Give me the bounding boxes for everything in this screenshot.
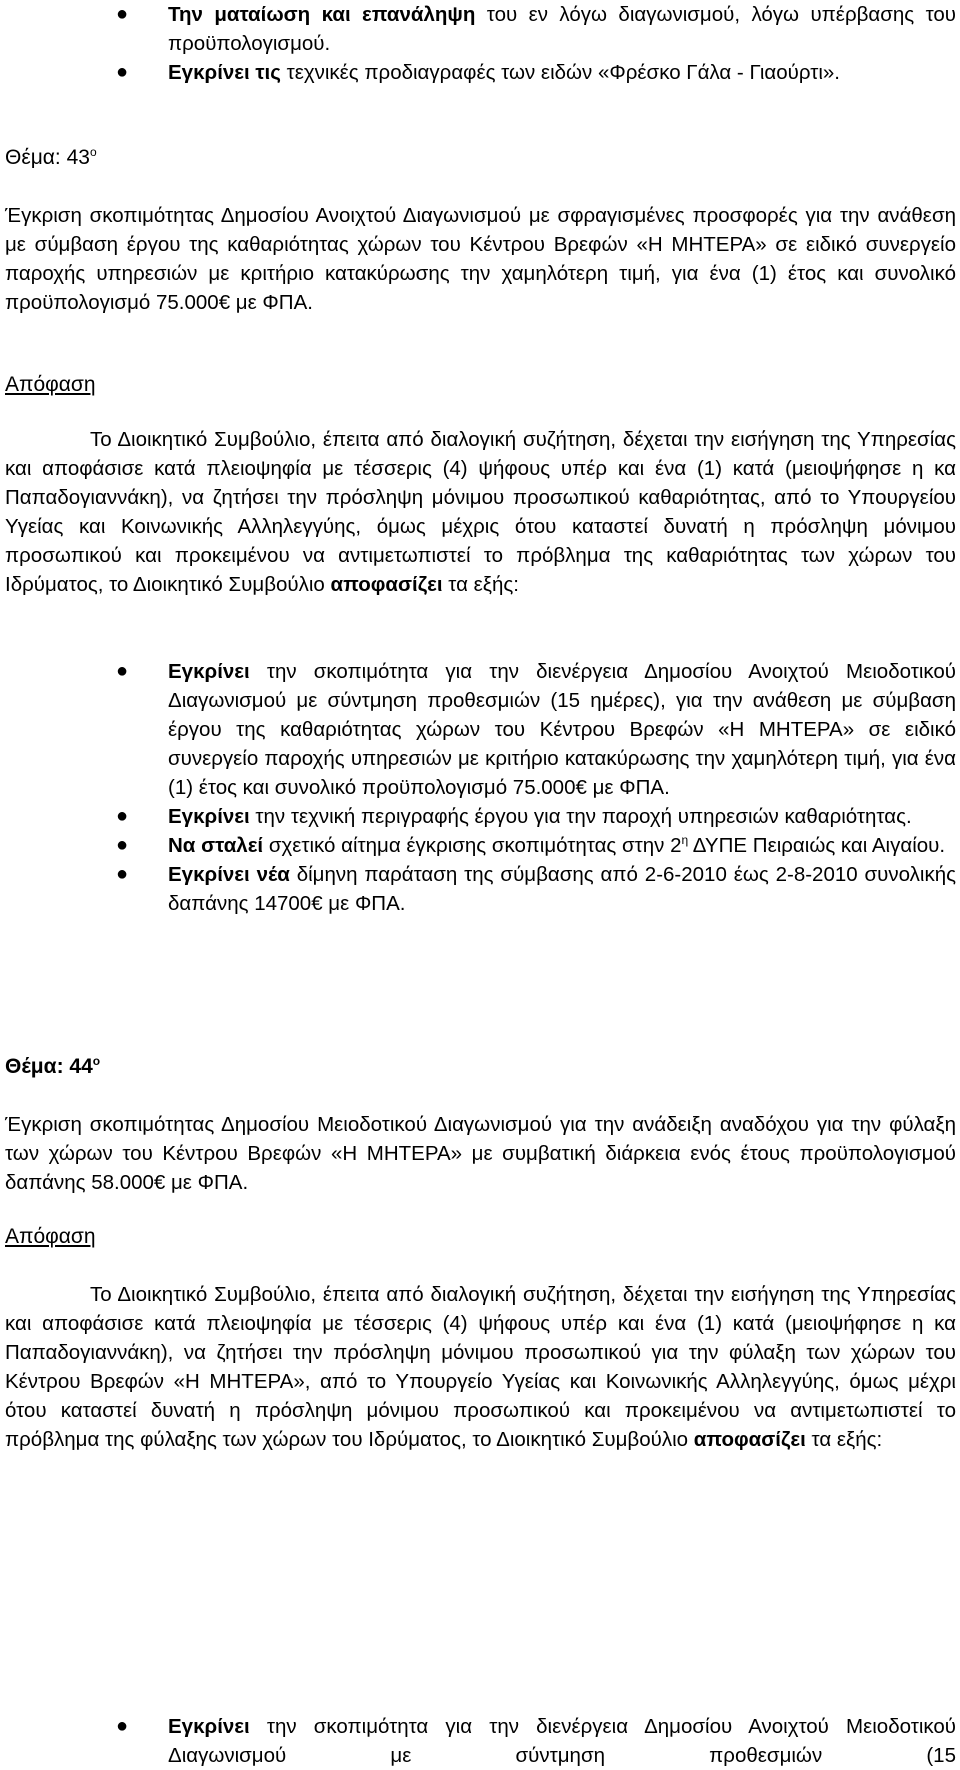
list-item [0, 0, 960, 58]
list-item [0, 657, 960, 802]
item-text: την σκοπιμότητα για την διενέργεια Δημοσίου Ανοιχτού Μειοδοτικού Διαγωνισμού με σύντμηση προθεσμιών (15 ημέρες), για την ανάθεση με σύμβαση έργου της καθαριότητας χώρων του Κέντρου Βρεφών «Η ΜΗΤΕΡΑ» σε ειδικό συνεργείο παροχής υπηρεσιών με κριτήριο κατακύρωσης την χαμηλότερη τιμή, για ένα (1) έτος και συνολικό προϋπολογισμό 75.000€ με ΦΠΑ. [168, 660, 956, 799]
bullet-icon: ● [116, 1715, 129, 1737]
topic-heading-text: Θέμα: 44 [5, 1055, 93, 1078]
topic-heading [0, 143, 960, 172]
decision-paragraph [0, 425, 960, 599]
item-text: του εν λόγω διαγωνισμού, λόγω υπέρβασης του προϋπολογισμού. [168, 3, 956, 55]
bold-phrase: Εγκρίνει τις [168, 61, 281, 84]
topic-43-description-block [0, 201, 960, 317]
ordinal-sup: ο [92, 1054, 101, 1068]
decision-bold: αποφασίζει [330, 573, 443, 596]
bullet-icon: ● [116, 660, 129, 682]
item-text: την σκοπιμότητα για την διενέργεια Δημοσίου Ανοιχτού Μειοδοτικού Διαγωνισμού με σύντμηση προθεσμιών (15 [168, 1715, 956, 1767]
topic-43-heading-block [0, 143, 960, 172]
decision-paragraph [0, 1280, 960, 1454]
bold-phrase: Να σταλεί [168, 834, 264, 857]
topic-43-bullet-list [0, 657, 960, 918]
bold-phrase: Εγκρίνει [168, 1715, 250, 1738]
bold-phrase: Εγκρίνει [168, 805, 250, 828]
ordinal-sup: ο [89, 145, 97, 159]
item-text: την τεχνική περιγραφής έργου για την παροχή υπηρεσιών καθαριότητας. [249, 805, 912, 828]
topic-44-decision-label-block [0, 1222, 960, 1251]
decision-label: Απόφαση [5, 1225, 96, 1248]
item-text: τεχνικές προδιαγραφές των ειδών «Φρέσκο Γάλα - Γιαούρτι». [280, 61, 840, 84]
item-tail: ΔΥΠΕ Πειραιώς και Αιγαίου. [688, 834, 946, 857]
topic-43-decision-block [0, 425, 960, 599]
decision-text: Το Διοικητικό Συμβούλιο, έπειτα από διαλογική συζήτηση, δέχεται την εισήγηση της Υπηρεσίας και αποφάσισε κατά πλειοψηφία με τέσσερις (4) ψήφους υπέρ και ένα (1) κατά (μειοψήφησε η κα Παπαδογιαννάκη), να ζητήσει την πρόσληψη μόνιμου προσωπικού για την φύλαξη των χώρων του Κέντρου Βρεφών «Η ΜΗΤΕΡΑ», από το Υπουργείο Υγείας και Κοινωνικής Αλληλεγγύης, όμως μέχρι ότου καταστεί δυνατή η πρόσληψη μόνιμου προσωπικού και προκειμένου να αντιμετωπιστεί το πρόβλημα της φύλαξης των χώρων του Ιδρύματος, το Διοικητικό Συμβούλιο [5, 1283, 956, 1451]
list-item [0, 831, 960, 860]
bullet-icon: ● [116, 61, 129, 83]
topic-44-bullet-list [0, 1712, 960, 1770]
item-text: σχετικό αίτημα έγκρισης σκοπιμότητας στην 2 [263, 834, 682, 857]
topic-44-heading-block [0, 1052, 960, 1081]
list-item [0, 58, 960, 87]
bold-phrase: Την ματαίωση και επανάληψη [168, 3, 476, 26]
bullet-icon: ● [116, 863, 129, 885]
list-item [0, 802, 960, 831]
ordinal-sup: η [681, 833, 689, 848]
list-item [0, 1712, 960, 1770]
decision-bold: αποφασίζει [693, 1428, 806, 1451]
topic-heading [0, 1052, 960, 1081]
decision-label: Απόφαση [5, 373, 96, 396]
topic-44-description-block [0, 1110, 960, 1197]
bold-phrase: Εγκρίνει [168, 660, 250, 683]
bullet-icon: ● [116, 3, 129, 25]
topic-description: Έγκριση σκοπιμότητας Δημοσίου Ανοιχτού Διαγωνισμού με σφραγισμένες προσφορές για την ανάθεση με σύμβαση έργου της καθαριότητας χώρων του Κέντρου Βρεφών «Η ΜΗΤΕΡΑ» σε ειδικό συνεργείο παροχής υπηρεσιών με κριτήριο κατακύρωσης την χαμηλότερη τιμή, για ένα (1) έτος και συνολικό προϋπολογισμό 75.000€ με ΦΠΑ. [5, 204, 956, 314]
topic-description: Έγκριση σκοπιμότητας Δημοσίου Μειοδοτικού Διαγωνισμού για την ανάδειξη αναδόχου για την φύλαξη των χώρων του Κέντρου Βρεφών «Η ΜΗΤΕΡΑ» με συμβατική διάρκεια ενός έτους προϋπολογισμού δαπάνης 58.000€ με ΦΠΑ. [5, 1113, 956, 1194]
topic-43-decision-label-block [0, 370, 960, 399]
decision-text: Το Διοικητικό Συμβούλιο, έπειτα από διαλογική συζήτηση, δέχεται την εισήγηση της Υπηρεσίας και αποφάσισε κατά πλειοψηφία με τέσσερις (4) ψήφους υπέρ και ένα (1) κατά (μειοψήφησε η κα Παπαδογιαννάκη), να ζητήσει την πρόσληψη μόνιμου προσωπικού καθαριότητας, από το Υπουργείου Υγείας και Κοινωνικής Αλληλεγγύης, όμως μέχρις ότου καταστεί δυνατή η πρόσληψη μόνιμου προσωπικού και προκειμένου να αντιμετωπιστεί το πρόβλημα της καθαριότητας των χώρων του Ιδρύματος, το Διοικητικό Συμβούλιο [5, 428, 956, 596]
decision-tail: τα εξής: [442, 573, 519, 596]
bullet-icon: ● [116, 805, 129, 827]
list-item [0, 860, 960, 918]
bullet-icon: ● [116, 834, 129, 856]
item-text: δίμηνη παράταση της σύμβασης από 2-6-2010 έως 2-8-2010 συνολικής δαπάνης 14700€ με ΦΠΑ. [168, 863, 956, 915]
decision-tail: τα εξής: [805, 1428, 883, 1451]
bold-phrase: Εγκρίνει νέα [168, 863, 290, 886]
top-bullet-list [0, 0, 960, 87]
topic-44-decision-block [0, 1280, 960, 1454]
topic-heading-text: Θέμα: 43 [5, 146, 90, 169]
